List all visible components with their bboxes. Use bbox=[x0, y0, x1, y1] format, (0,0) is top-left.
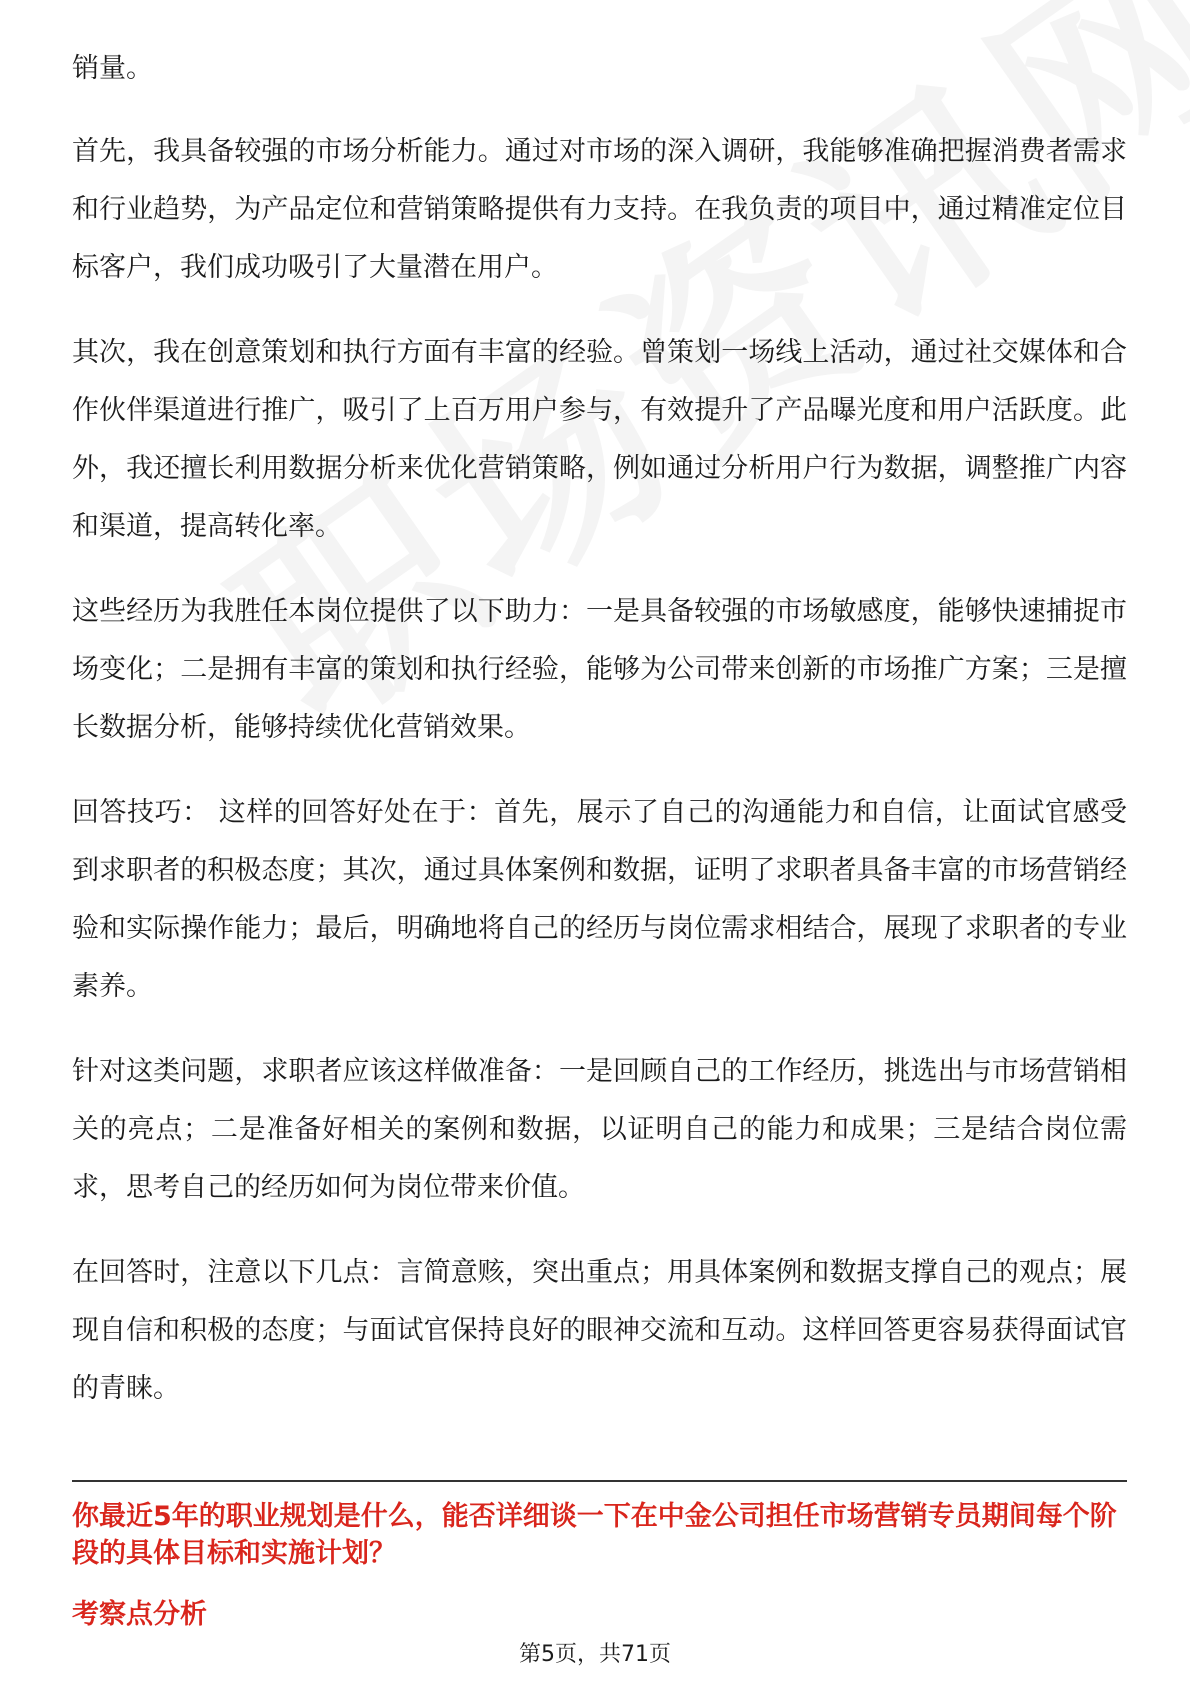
page-number: 第5页，共71页 bbox=[519, 1642, 671, 1667]
paragraph-answer-tips: 回答技巧： 这样的回答好处在于：首先，展示了自己的沟通能力和自信，让面试官感受到求职者的积极态度；其次，通过具体案例和数据，证明了求职者具备丰富的市场营销经验和实际操作能力；最后，明确地将自己的经历与岗位需求相结合，展现了求职者的专业素养。 bbox=[72, 797, 1127, 1002]
paragraph-creative-planning: 其次，我在创意策划和执行方面有丰富的经验。曾策划一场线上活动，通过社交媒体和合作伙伴渠道进行推广，吸引了上百万用户参与，有效提升了产品曝光度和用户活跃度。此外，我还擅长利用数据分析来优化营销策略，例如通过分析用户行为数据，调整推广内容和渠道，提高转化率。 bbox=[72, 337, 1127, 542]
body-content bbox=[72, 40, 1127, 1445]
paragraph-answer-notes: 在回答时，注意以下几点：言简意赅，突出重点；用具体案例和数据支撑自己的观点；展现自信和积极的态度；与面试官保持良好的眼神交流和互动。这样回答更容易获得面试官的青睐。 bbox=[72, 1257, 1127, 1404]
paragraph-market-analysis: 首先，我具备较强的市场分析能力。通过对市场的深入调研，我能够准确把握消费者需求和行业趋势，为产品定位和营销策略提供有力支持。在我负责的项目中，通过精准定位目标客户，我们成功吸引了大量潜在用户。 bbox=[72, 136, 1127, 283]
paragraph-continuation: 销量。 bbox=[72, 53, 153, 84]
paragraph-preparation: 针对这类问题，求职者应该这样做准备：一是回顾自己的工作经历，挑选出与市场营销相关的亮点；二是准备好相关的案例和数据，以证明自己的能力和成果；三是结合岗位需求，思考自己的经历如何为岗位带来价值。 bbox=[72, 1056, 1127, 1203]
section-divider bbox=[72, 1480, 1127, 1482]
section-title: 考察点分析 bbox=[72, 1599, 207, 1630]
paragraph-job-fit: 这些经历为我胜任本岗位提供了以下助力：一是具备较强的市场敏感度，能够快速捕捉市场变化；二是拥有丰富的策划和执行经验，能够为公司带来创新的市场推广方案；三是擅长数据分析，能够持续优化营销效果。 bbox=[72, 596, 1127, 743]
interview-question: 你最近5年的职业规划是什么，能否详细谈一下在中金公司担任市场营销专员期间每个阶段的具体目标和实施计划？ bbox=[72, 1501, 1117, 1569]
